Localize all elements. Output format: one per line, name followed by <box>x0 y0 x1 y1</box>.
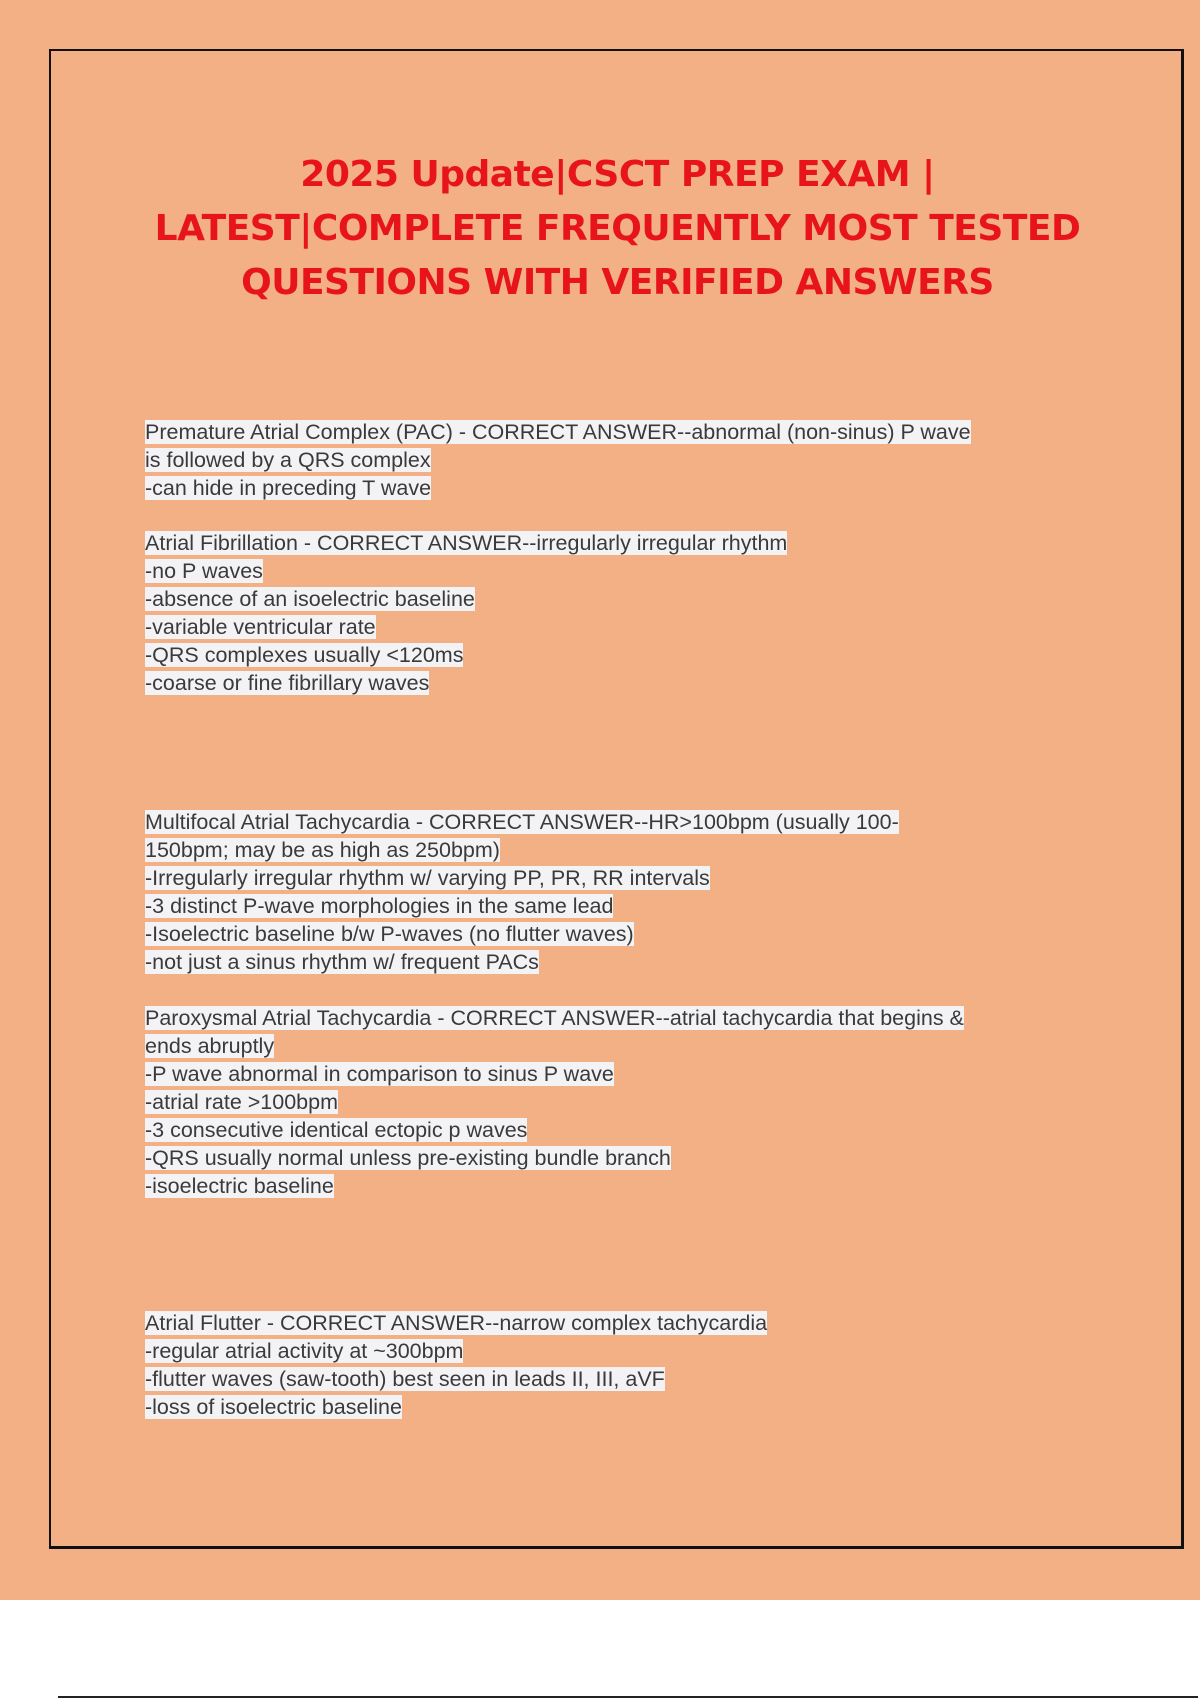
qa-line: -can hide in preceding T wave <box>145 476 432 500</box>
qa-line: -3 consecutive identical ectopic p waves <box>145 1118 528 1142</box>
qa-line: -P wave abnormal in comparison to sinus P wave <box>145 1062 614 1086</box>
qa-line: -no P waves <box>145 559 263 583</box>
title-line-3: QUESTIONS WITH VERIFIED ANSWERS <box>241 262 994 303</box>
title-line-2: LATEST|COMPLETE FREQUENTLY MOST TESTED <box>154 208 1081 249</box>
qa-line: -QRS complexes usually <120ms <box>145 643 464 667</box>
qa-line: Premature Atrial Complex (PAC) - CORRECT ANSWER--abnormal (non-sinus) P wave <box>145 420 971 444</box>
qa-line: Atrial Flutter - CORRECT ANSWER--narrow complex tachycardia <box>145 1311 768 1335</box>
qa-line: -QRS usually normal unless pre-existing bundle branch <box>145 1146 671 1170</box>
qa-line: Multifocal Atrial Tachycardia - CORRECT ANSWER--HR>100bpm (usually 100- <box>145 810 899 834</box>
qa-section-atrial-fibrillation <box>145 529 1105 697</box>
qa-line: -loss of isoelectric baseline <box>145 1395 402 1419</box>
footer-divider <box>58 1696 1198 1698</box>
qa-section-atrial-flutter <box>145 1309 1105 1421</box>
qa-line: -Isoelectric baseline b/w P-waves (no flutter waves) <box>145 922 634 946</box>
qa-line: -Irregularly irregular rhythm w/ varying PP, PR, RR intervals <box>145 866 710 890</box>
qa-line: -isoelectric baseline <box>145 1174 334 1198</box>
qa-line: -flutter waves (saw-tooth) best seen in leads II, III, aVF <box>145 1367 665 1391</box>
qa-line: -not just a sinus rhythm w/ frequent PACs <box>145 950 539 974</box>
qa-line: Atrial Fibrillation - CORRECT ANSWER--irregularly irregular rhythm <box>145 531 788 555</box>
qa-section-multifocal-atrial-tachycardia <box>145 808 1105 976</box>
qa-line: -absence of an isoelectric baseline <box>145 587 475 611</box>
qa-line: Paroxysmal Atrial Tachycardia - CORRECT ANSWER--atrial tachycardia that begins & <box>145 1006 964 1030</box>
qa-section-paroxysmal-atrial-tachycardia <box>145 1004 1105 1200</box>
qa-line: ends abruptly <box>145 1034 275 1058</box>
qa-line: -coarse or fine fibrillary waves <box>145 671 430 695</box>
qa-line: is followed by a QRS complex <box>145 448 431 472</box>
qa-section-pac <box>145 418 1105 502</box>
qa-line: -variable ventricular rate <box>145 615 376 639</box>
title-line-1: 2025 Update|CSCT PREP EXAM | <box>300 154 935 195</box>
qa-line: 150bpm; may be as high as 250bpm) <box>145 838 500 862</box>
qa-line: -regular atrial activity at ~300bpm <box>145 1339 464 1363</box>
qa-line: -3 distinct P-wave morphologies in the same lead <box>145 894 614 918</box>
qa-line: -atrial rate >100bpm <box>145 1090 339 1114</box>
document-title <box>120 148 1115 310</box>
